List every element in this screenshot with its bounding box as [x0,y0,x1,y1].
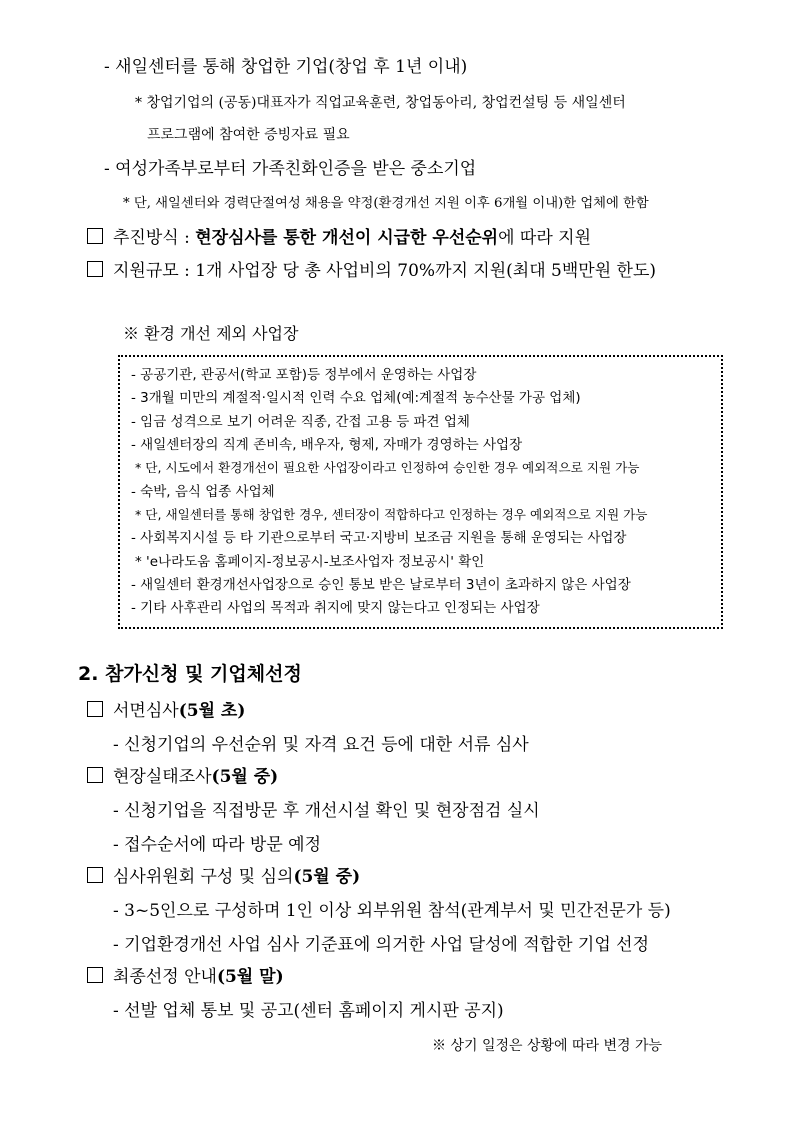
checkbox-icon [87,867,103,883]
exclusion-item: - 3개월 미만의 계절적·일시적 인력 수요 업체(예:계절적 농수산물 가공 업체) [131,390,581,406]
exclusion-item: - 새일센터 환경개선사업장으로 승인 통보 받은 날로부터 3년이 초과하지 않은 사업장 [131,577,631,593]
doc-review-desc: - 신청기업의 우선순위 및 자격 요건 등에 대한 서류 심사 [113,735,529,755]
site-visit-heading [87,766,278,788]
eligibility-startup-note-2: 프로그램에 참여한 증빙자료 필요 [147,127,350,143]
checkbox-icon [87,967,103,983]
exclusion-note: * 단, 새일센터를 통해 창업한 경우, 센터장이 적합하다고 인정하는 경우 예외적으로 지원 가능 [135,507,648,522]
doc-review-when: (5월 초) [178,701,246,721]
checkbox-icon [87,261,103,277]
committee-desc-2: - 기업환경개선 사업 심사 기준표에 의거한 사업 달성에 적합한 기업 선정 [113,935,650,955]
final-selection-desc: - 선발 업체 통보 및 공고(센터 홈페이지 게시판 공지) [113,1001,504,1021]
eligibility-startup-note-1: * 창업기업의 (공동)대표자가 직업교육훈련, 창업동아리, 창업컨설팅 등 새일센터 [135,95,626,111]
eligibility-family-friendly-line: - 여성가족부로부터 가족친화인증을 받은 중소기업 [104,159,477,179]
exclusion-item: - 공공기관, 관공서(학교 포함)등 정부에서 운영하는 사업장 [131,367,477,383]
final-selection-label: 최종선정 안내 [113,967,217,987]
exclusion-item: - 새일센터장의 직계 존비속, 배우자, 형제, 자매가 경영하는 사업장 [131,437,523,453]
doc-review-label: 서면심사 [113,701,179,721]
exclusion-item: - 임금 성격으로 보기 어려운 직종, 간접 고용 등 파견 업체 [131,414,470,430]
doc-review-heading [87,700,245,722]
exclusion-title: ※ 환경 개선 제외 사업장 [123,324,299,343]
exclusion-item: - 기타 사후관리 사업의 목적과 취지에 맞지 않는다고 인정되는 사업장 [131,600,540,616]
checkbox-icon [87,767,103,783]
committee-desc-1: - 3~5인으로 구성하며 1인 이상 외부위원 참석(관계부서 및 민간전문가 등) [113,901,671,921]
support-scale-text: 지원규모 : 1개 사업장 당 총 사업비의 70%까지 지원(최대 5백만원 한도) [113,261,656,281]
exclusion-item: - 사회복지시설 등 타 기관으로부터 국고·지방비 보조금 지원을 통해 운영되는 사업장 [131,530,627,546]
promotion-method-line [87,227,591,249]
promotion-method-prefix: 추진방식 : [113,228,196,248]
committee-heading [87,866,360,888]
promotion-method-suffix: 에 따라 지원 [498,228,592,248]
schedule-footnote: ※ 상기 일정은 상황에 따라 변경 가능 [432,1038,663,1054]
eligibility-startup-line: - 새일센터를 통해 창업한 기업(창업 후 1년 이내) [104,57,468,77]
exclusion-note: * 단, 시도에서 환경개선이 필요한 사업장이라고 인정하여 승인한 경우 예외적으로 지원 가능 [135,460,640,475]
final-selection-heading [87,966,284,988]
exclusion-note: * 'e나라도움 홈페이지-정보공시-보조사업자 정보공시' 확인 [135,554,485,570]
eligibility-family-friendly-note: * 단, 새일센터와 경력단절여성 채용을 약정(환경개선 지원 이후 6개월 이내)한 업체에 한함 [123,196,649,211]
site-visit-desc-1: - 신청기업을 직접방문 후 개선시설 확인 및 현장점검 실시 [113,801,540,821]
exclusion-item: - 숙박, 음식 업종 사업체 [131,484,275,500]
promotion-method-emphasis: 현장심사를 통한 개선이 시급한 우선순위 [195,228,499,248]
site-visit-when: (5월 중) [211,767,279,787]
committee-label: 심사위원회 구성 및 심의 [113,867,294,887]
checkbox-icon [87,228,103,244]
support-scale-line [87,260,656,282]
section-2-heading: 2. 참가신청 및 기업체선정 [78,663,302,685]
site-visit-label: 현장실태조사 [113,767,212,787]
committee-when: (5월 중) [293,867,361,887]
checkbox-icon [87,701,103,717]
site-visit-desc-2: - 접수순서에 따라 방문 예정 [113,835,322,855]
final-selection-when: (5월 말) [216,967,284,987]
